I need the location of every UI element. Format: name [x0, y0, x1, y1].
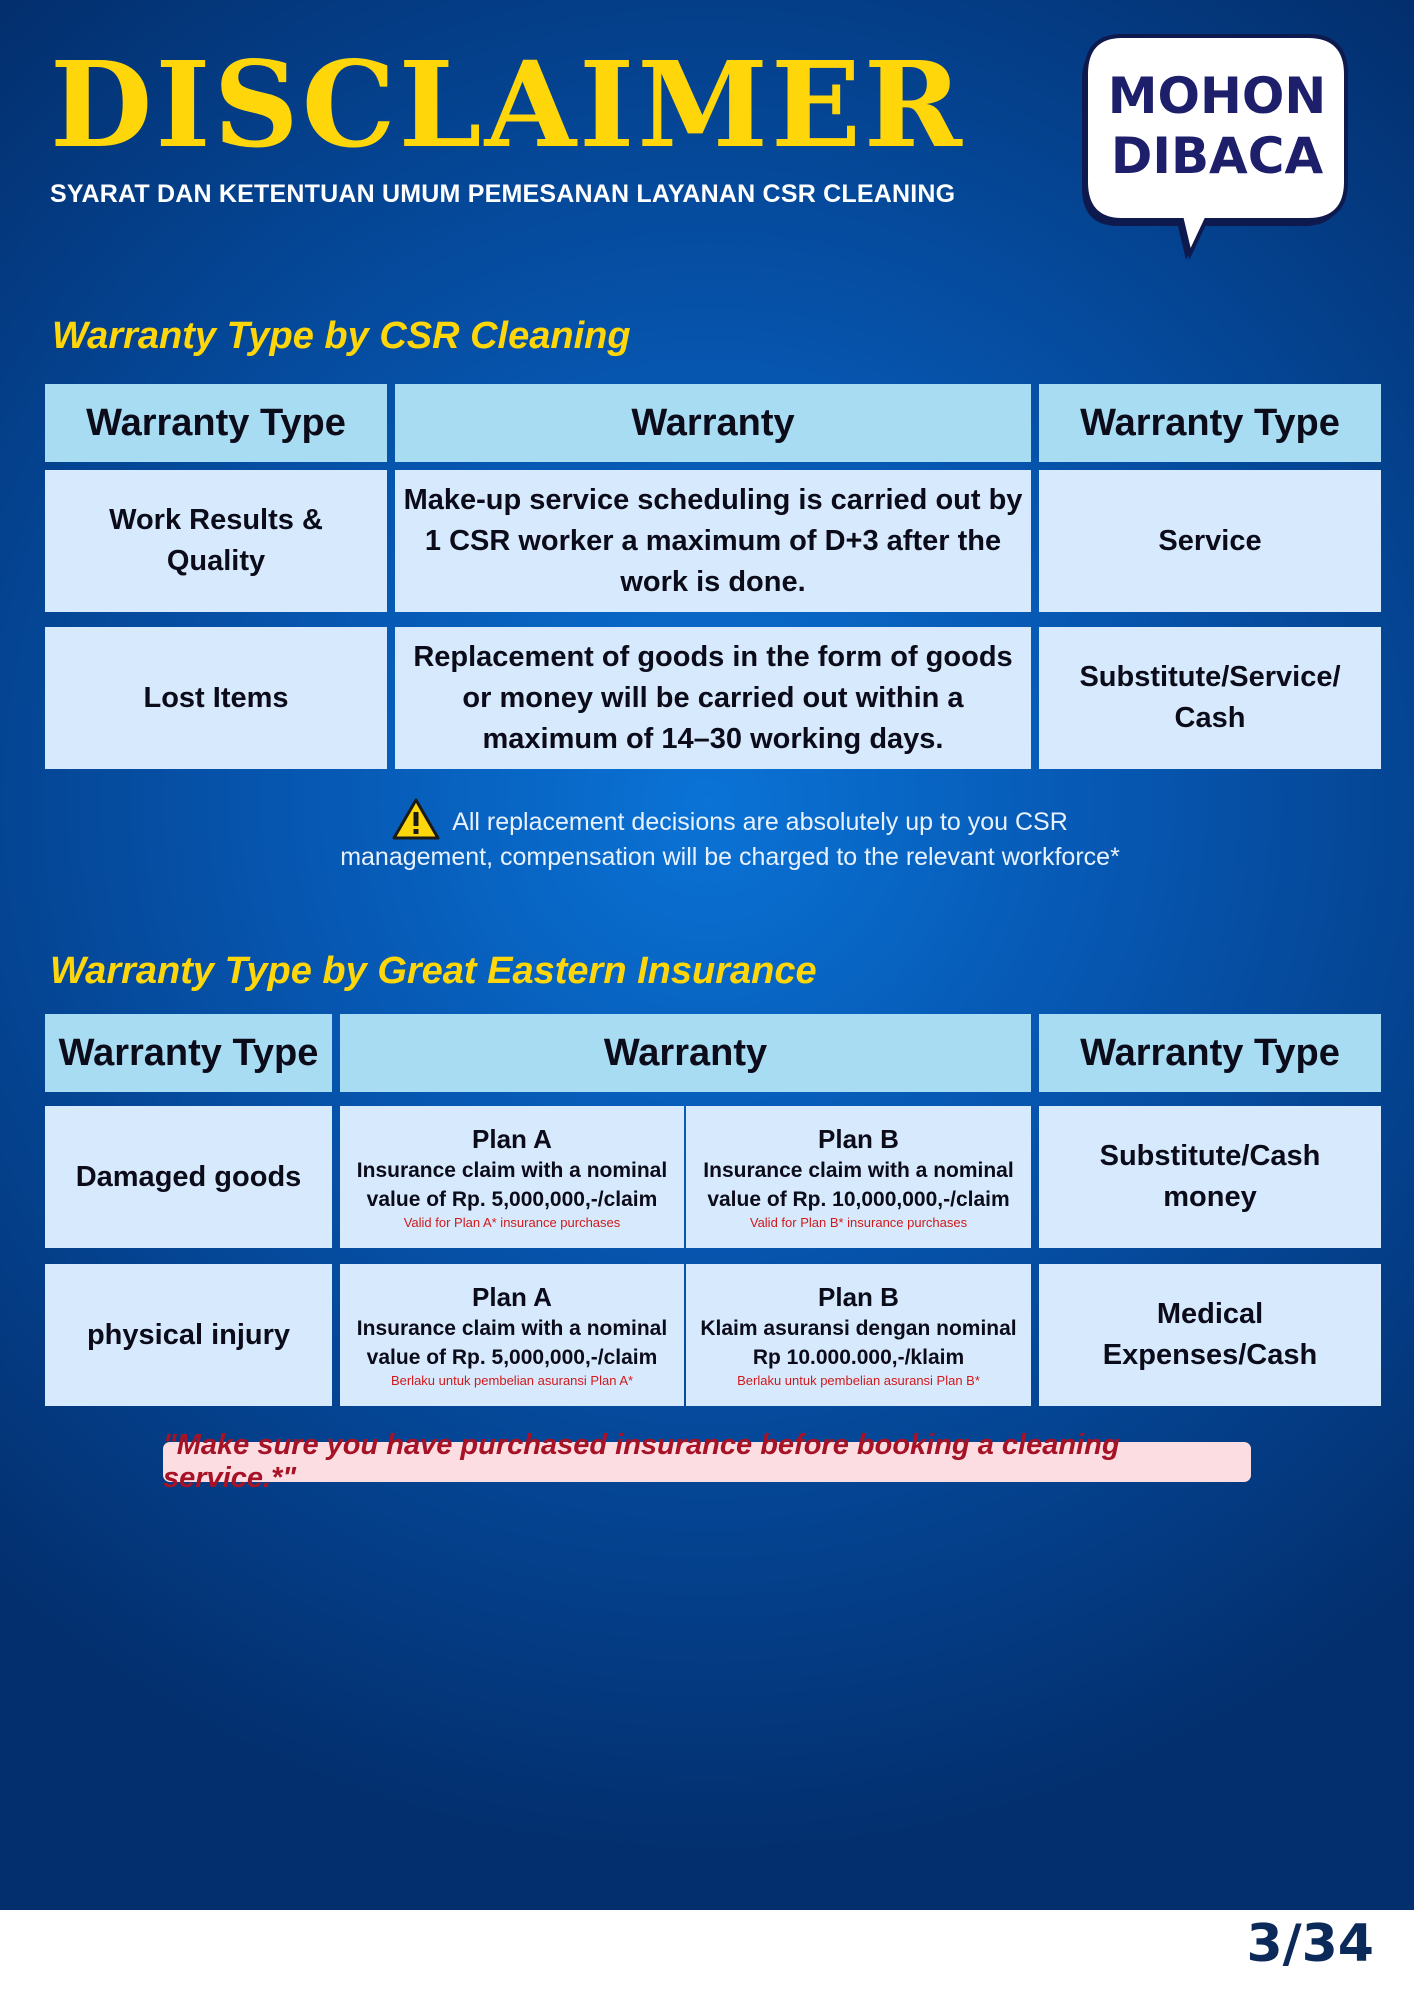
table2-row1-plan-a — [340, 1106, 684, 1248]
table2-row1-form: Substitute/Cash money — [1039, 1106, 1381, 1248]
plan-b-note: Berlaku untuk pembelian asuransi Plan B* — [737, 1373, 980, 1388]
plan-a-line1: Insurance claim with a nominal — [356, 1317, 668, 1340]
warning-icon — [392, 798, 440, 840]
table2-row1-type: Damaged goods — [45, 1106, 332, 1248]
table1-row2-warranty: Replacement of goods in the form of goods or money will be carried out within a maximum of 14–30 working days. — [395, 627, 1031, 769]
table2-row2-plan-a — [340, 1264, 684, 1406]
section-title-csr: Warranty Type by CSR Cleaning — [52, 315, 631, 357]
section-title-insurance: Warranty Type by Great Eastern Insurance — [50, 950, 817, 992]
table2-row2-form: Medical Expenses/Cash — [1039, 1264, 1381, 1406]
table2-header-type: Warranty Type — [45, 1014, 332, 1092]
table2-row1-plan-b — [686, 1106, 1031, 1248]
page-number: 3/34 — [1246, 1914, 1374, 1974]
table1-row2-type: Lost Items — [45, 627, 387, 769]
plan-a-line1: Insurance claim with a nominal — [356, 1159, 668, 1182]
plan-b-line1: Klaim asuransi dengan nominal — [700, 1317, 1017, 1340]
table1-header-warranty: Warranty — [395, 384, 1031, 462]
page-subtitle: SYARAT DAN KETENTUAN UMUM PEMESANAN LAYANAN CSR CLEANING — [50, 180, 956, 208]
plan-a-line2: value of Rp. 5,000,000,-/claim — [366, 1346, 658, 1369]
plan-b-note: Valid for Plan B* insurance purchases — [749, 1215, 968, 1230]
table1-row1-warranty: Make-up service scheduling is carried out by 1 CSR worker a maximum of D+3 after the work is done. — [395, 470, 1031, 612]
read-me-badge — [1092, 66, 1342, 186]
plan-a-note: Berlaku untuk pembelian asuransi Plan A* — [390, 1373, 634, 1388]
table1-row2-form: Substitute/Service/ Cash — [1039, 627, 1381, 769]
notice-text-2: management, compensation will be charged to the relevant workforce* — [340, 843, 1120, 871]
table2-header-form: Warranty Type — [1039, 1014, 1381, 1092]
plan-b-name: Plan B — [818, 1124, 899, 1154]
plan-b-line1: Insurance claim with a nominal — [703, 1159, 1014, 1182]
table2-row2-type: physical injury — [45, 1264, 332, 1406]
badge-line-1: MOHON — [1107, 67, 1327, 125]
plan-a-note: Valid for Plan A* insurance purchases — [403, 1215, 621, 1230]
page-title: DISCLAIMER — [50, 35, 965, 174]
table2-header-warranty: Warranty — [340, 1014, 1031, 1092]
table1-header-form: Warranty Type — [1039, 384, 1381, 462]
plan-b-line2: value of Rp. 10,000,000,-/claim — [707, 1188, 1010, 1211]
plan-a-name: Plan A — [472, 1282, 552, 1312]
plan-b-line2: Rp 10.000.000,-/klaim — [752, 1346, 965, 1369]
notice-line-1 — [300, 798, 1160, 840]
table1-row1-type: Work Results & Quality — [45, 470, 387, 612]
badge-line-2: DIBACA — [1110, 127, 1324, 185]
table1-row1-form: Service — [1039, 470, 1381, 612]
notice-text-1: All replacement decisions are absolutely up to you CSR — [452, 808, 1068, 836]
table2-row2-plan-b — [686, 1264, 1031, 1406]
plan-a-name: Plan A — [472, 1124, 552, 1154]
table1-header-type: Warranty Type — [45, 384, 387, 462]
insurance-reminder: "Make sure you have purchased insurance before booking a cleaning service.*" — [163, 1442, 1251, 1482]
plan-b-name: Plan B — [818, 1282, 899, 1312]
plan-a-line2: value of Rp. 5,000,000,-/claim — [366, 1188, 658, 1211]
replacement-notice — [300, 798, 1160, 875]
